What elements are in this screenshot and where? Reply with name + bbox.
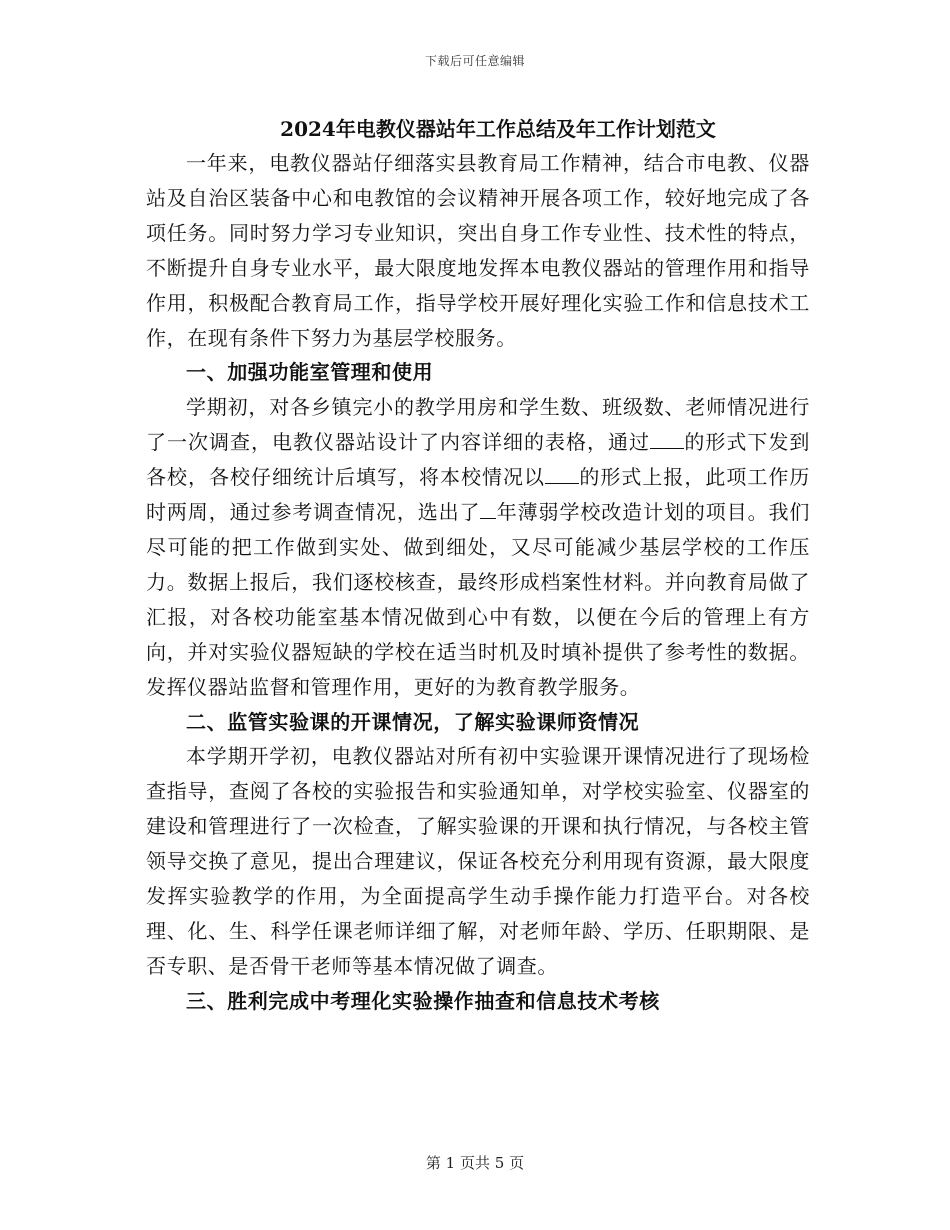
section-2-paragraph: 本学期开学初，电教仪器站对所有初中实验课开课情况进行了现场检查指导，查阅了各校的实验报告和实验通知单，对学校实验室、仪器室的建设和管理进行了一次检查，了解实验课的开课和执行情况，与各校主管领导交换了意见，提出合理建议，保证各校充分利用现有资源，最大限度发挥实验教学的作用，为全面提高学生动手操作能力打造平台。对各校理、化、生、科学任课老师详细了解，对老师年龄、学历、任职期限、是否专职、是否骨干老师等基本情况做了调查。 <box>146 744 810 978</box>
document-body <box>146 112 810 1019</box>
section-1-text-part-3: 的形式上报，此项工作历时两周，通过参考调查情况，选出了 <box>146 465 810 525</box>
blank-underline <box>650 430 684 449</box>
page-header: 下载后可任意编辑 <box>424 54 525 68</box>
section-heading-1: 一、加强功能室管理和使用 <box>186 360 434 385</box>
blank-underline <box>545 465 579 484</box>
section-1-paragraph <box>146 390 810 704</box>
section-1-text-part-2: 的形式下发到各校，各校仔细统计后填写，将本校情况以 <box>146 430 810 490</box>
page-footer: 第 1 页共 5 页 <box>425 1154 525 1172</box>
section-heading-3: 三、胜利完成中考理化实验操作抽查和信息技术考核 <box>186 988 660 1013</box>
section-1-text-part-4: 年薄弱学校改造计划的项目。我们尽可能的把工作做到实处、做到细处，又尽可能减少基层学校的工作压力。数据上报后，我们逐校核查，最终形成档案性材料。并向教育局做了汇报，对各校功能室基本情况做到心中有数，以便在今后的管理上有方向，并对实验仪器短缺的学校在适当时机及时填补提供了参考性的数据。发挥仪器站监督和管理作用，更好的为教育教学服务。 <box>146 500 810 699</box>
section-1-text-part-1: 学期初，对各乡镇完小的教学用房和学生数、班级数、老师情况进行了一次调查，电教仪器站设计了内容详细的表格，通过 <box>146 395 810 455</box>
document-title: 2024年电教仪器站年工作总结及年工作计划范文 <box>280 117 716 141</box>
section-heading-2: 二、监管实验课的开课情况，了解实验课师资情况 <box>186 709 640 734</box>
blank-underline <box>480 500 496 519</box>
intro-paragraph: 一年来，电教仪器站仔细落实县教育局工作精神，结合市电教、仪器站及自治区装备中心和电教馆的会议精神开展各项工作，较好地完成了各项任务。同时努力学习专业知识，突出自身工作专业性、技术性的特点，不断提升自身专业水平，最大限度地发挥本电教仪器站的管理作用和指导作用，积极配合教育局工作，指导学校开展好理化实验工作和信息技术工作，在现有条件下努力为基层学校服务。 <box>146 151 810 350</box>
